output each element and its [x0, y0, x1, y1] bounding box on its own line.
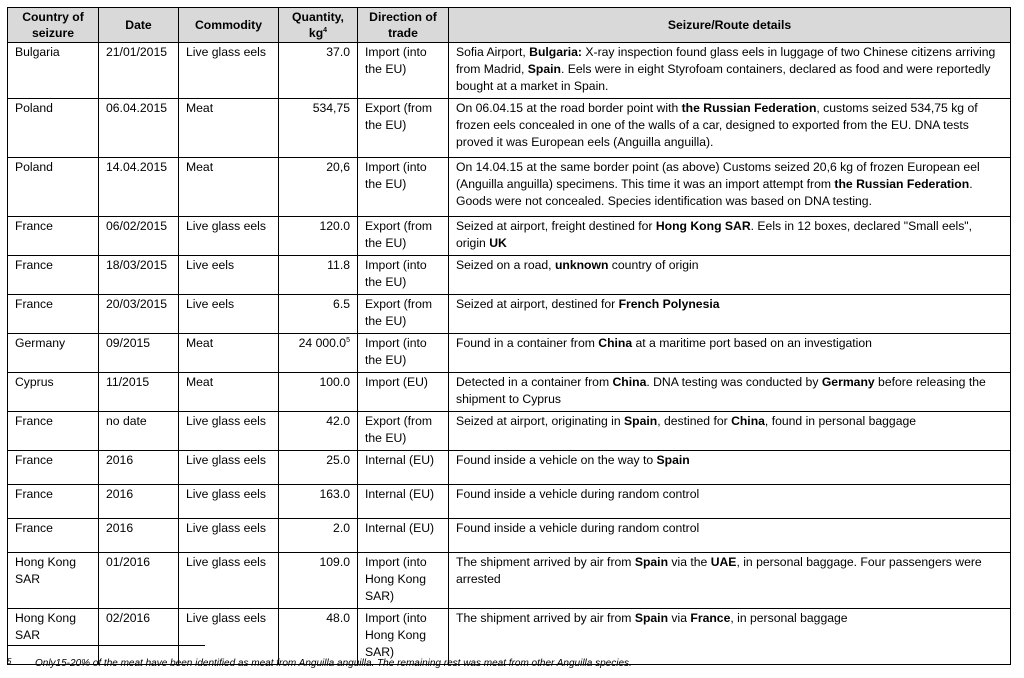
details-text: Found inside a vehicle during random control: [456, 487, 700, 501]
cell-country: France: [8, 295, 99, 334]
cell-commodity: Live glass eels: [179, 451, 279, 485]
cell-commodity: Meat: [179, 158, 279, 217]
header-date: Date: [99, 8, 179, 43]
cell-quantity: [279, 519, 358, 553]
cell-country: France: [8, 256, 99, 295]
quantity-value: 6.5: [333, 297, 350, 311]
details-text: . Goods were not concealed. Species identification was based on DNA testing.: [456, 177, 973, 208]
table-row: [8, 412, 1011, 451]
details-emphasis: UK: [489, 236, 507, 250]
cell-quantity: [279, 451, 358, 485]
cell-commodity: Live glass eels: [179, 609, 279, 665]
details-emphasis: China: [598, 336, 633, 350]
cell-commodity: Live eels: [179, 256, 279, 295]
details-text: via: [668, 611, 691, 625]
quantity-value: 109.0: [319, 555, 350, 569]
details-text: . Eels in 12 boxes, declared "Small eels", origin: [456, 219, 973, 250]
cell-direction: Export (from the EU): [358, 295, 449, 334]
quantity-value: 163.0: [319, 487, 350, 501]
cell-country: Bulgaria: [8, 43, 99, 99]
cell-details: [449, 373, 1011, 412]
footnote-marker: 5: [7, 657, 12, 666]
quantity-value: 11.8: [327, 258, 350, 272]
header-direction: Direction of trade: [358, 8, 449, 43]
cell-date: 2016: [99, 519, 179, 553]
details-emphasis: Spain: [634, 611, 669, 625]
details-emphasis: the Russian Federation: [834, 177, 970, 191]
quantity-value: 120.0: [319, 219, 350, 233]
cell-date: 21/01/2015: [99, 43, 179, 99]
details-emphasis: the Russian Federation: [681, 101, 817, 115]
cell-country: Poland: [8, 158, 99, 217]
cell-direction: Import (into Hong Kong SAR): [358, 609, 449, 665]
details-text: The shipment arrived by air from: [456, 555, 635, 569]
cell-commodity: Live glass eels: [179, 553, 279, 609]
details-text: Seized on a road,: [456, 258, 555, 272]
details-emphasis: Bulgaria:: [529, 45, 582, 59]
header-details: Seizure/Route details: [449, 8, 1011, 43]
cell-commodity: Live glass eels: [179, 43, 279, 99]
table-row: [8, 158, 1011, 217]
cell-country: France: [8, 217, 99, 256]
cell-country: Hong Kong SAR: [8, 609, 99, 665]
details-text: On 06.04.15 at the road border point with: [456, 101, 682, 115]
cell-details: [449, 99, 1011, 158]
table-row: [8, 99, 1011, 158]
cell-date: 20/03/2015: [99, 295, 179, 334]
details-text: , in personal baggage. Four passengers were arrested: [456, 555, 982, 586]
cell-direction: Import (EU): [358, 373, 449, 412]
cell-commodity: Meat: [179, 99, 279, 158]
cell-details: [449, 43, 1011, 99]
table-body: [8, 43, 1011, 665]
details-emphasis: France: [690, 611, 731, 625]
cell-country: Germany: [8, 334, 99, 373]
details-text: On 14.04.15 at the same border point (as above) Customs seized 20,6 kg of frozen European eel (Anguilla anguilla) specimens. This time it was an import attempt from: [456, 160, 980, 191]
details-text: The shipment arrived by air from: [456, 611, 635, 625]
cell-quantity: [279, 485, 358, 519]
cell-direction: Import (into the EU): [358, 334, 449, 373]
cell-date: 01/2016: [99, 553, 179, 609]
cell-details: [449, 519, 1011, 553]
details-text: , destined for: [657, 414, 732, 428]
quantity-value: 48.0: [326, 611, 350, 625]
cell-direction: Internal (EU): [358, 451, 449, 485]
quantity-footnote-ref: 5: [346, 336, 350, 344]
cell-details: [449, 158, 1011, 217]
cell-direction: Export (from the EU): [358, 217, 449, 256]
cell-country: France: [8, 412, 99, 451]
table-row: [8, 519, 1011, 553]
details-text: Seized at airport, destined for: [456, 297, 619, 311]
cell-commodity: Live glass eels: [179, 485, 279, 519]
table-row: [8, 256, 1011, 295]
cell-details: [449, 412, 1011, 451]
cell-commodity: Live glass eels: [179, 519, 279, 553]
table-row: [8, 553, 1011, 609]
cell-date: 09/2015: [99, 334, 179, 373]
cell-country: Hong Kong SAR: [8, 553, 99, 609]
cell-direction: Import (into the EU): [358, 158, 449, 217]
cell-commodity: Live glass eels: [179, 217, 279, 256]
details-emphasis: Spain: [634, 555, 669, 569]
cell-quantity: [279, 43, 358, 99]
footnote-text: Only15-20% of the meat have been identified as meat from Anguilla anguilla. The remaining rest was meat from other Anguilla species.: [35, 658, 632, 669]
details-text: . DNA testing was conducted by: [646, 375, 822, 389]
quantity-value: 534,75: [312, 101, 350, 115]
cell-date: 02/2016: [99, 609, 179, 665]
cell-quantity: [279, 412, 358, 451]
details-text: country of origin: [608, 258, 699, 272]
cell-date: 18/03/2015: [99, 256, 179, 295]
cell-commodity: Live glass eels: [179, 412, 279, 451]
cell-date: 2016: [99, 485, 179, 519]
cell-date: no date: [99, 412, 179, 451]
details-emphasis: unknown: [554, 258, 609, 272]
cell-quantity: [279, 256, 358, 295]
cell-quantity: [279, 553, 358, 609]
details-text: , found in personal baggage: [764, 414, 917, 428]
header-quantity: [279, 8, 358, 43]
header-commodity: Commodity: [179, 8, 279, 43]
details-text: at a maritime port based on an investigation: [632, 336, 872, 350]
table-row: [8, 373, 1011, 412]
cell-details: [449, 485, 1011, 519]
cell-direction: Export (from the EU): [358, 412, 449, 451]
cell-quantity: [279, 295, 358, 334]
details-text: before releasing the shipment to Cyprus: [456, 375, 986, 406]
details-emphasis: Spain: [656, 453, 690, 467]
cell-date: 2016: [99, 451, 179, 485]
details-text: , in personal baggage: [730, 611, 848, 625]
table-row: [8, 217, 1011, 256]
cell-commodity: Live eels: [179, 295, 279, 334]
details-emphasis: Spain: [527, 62, 561, 76]
cell-details: [449, 334, 1011, 373]
cell-quantity: [279, 334, 358, 373]
quantity-value: 20,6: [326, 160, 350, 174]
details-text: via the: [668, 555, 711, 569]
quantity-value: 37.0: [326, 45, 350, 59]
cell-date: 11/2015: [99, 373, 179, 412]
details-emphasis: UAE: [710, 555, 737, 569]
seizure-table: [7, 7, 1011, 665]
cell-details: [449, 256, 1011, 295]
details-text: Found inside a vehicle during random control: [456, 521, 700, 535]
details-text: . Eels were in eight Styrofoam containers, declared as food and were reportedly bought at a market in Spain.: [456, 62, 991, 93]
quantity-value: 25.0: [326, 453, 350, 467]
quantity-value: 42.0: [326, 414, 350, 428]
table-row: [8, 485, 1011, 519]
table-row: [8, 295, 1011, 334]
cell-direction: Import (into Hong Kong SAR): [358, 553, 449, 609]
cell-direction: Internal (EU): [358, 519, 449, 553]
details-emphasis: Germany: [821, 375, 875, 389]
footnote: [7, 657, 1007, 669]
cell-details: [449, 217, 1011, 256]
cell-country: France: [8, 519, 99, 553]
cell-details: [449, 295, 1011, 334]
details-emphasis: Spain: [624, 414, 658, 428]
header-country: Country of seizure: [8, 8, 99, 43]
cell-details: [449, 553, 1011, 609]
table-row: [8, 334, 1011, 373]
cell-date: 14.04.2015: [99, 158, 179, 217]
header-quantity-label: Quantity, kg: [292, 10, 344, 40]
quantity-value: 2.0: [333, 521, 350, 535]
cell-country: France: [8, 451, 99, 485]
cell-direction: Import (into the EU): [358, 43, 449, 99]
details-text: Sofia Airport,: [456, 45, 530, 59]
details-text: Seized at airport, freight destined for: [456, 219, 656, 233]
cell-direction: Export (from the EU): [358, 99, 449, 158]
cell-date: 06/02/2015: [99, 217, 179, 256]
cell-quantity: [279, 158, 358, 217]
cell-commodity: Meat: [179, 373, 279, 412]
cell-direction: Internal (EU): [358, 485, 449, 519]
table-row: [8, 43, 1011, 99]
cell-country: Poland: [8, 99, 99, 158]
cell-date: 06.04.2015: [99, 99, 179, 158]
details-emphasis: China: [612, 375, 647, 389]
cell-direction: Import (into the EU): [358, 256, 449, 295]
cell-country: Cyprus: [8, 373, 99, 412]
cell-quantity: [279, 99, 358, 158]
cell-quantity: [279, 373, 358, 412]
details-text: X-ray inspection found glass eels in luggage of two Chinese citizens arriving from Madrid,: [456, 45, 996, 76]
cell-quantity: [279, 217, 358, 256]
details-text: Found inside a vehicle on the way to: [456, 453, 657, 467]
cell-details: [449, 451, 1011, 485]
cell-commodity: Meat: [179, 334, 279, 373]
details-text: Seized at airport, originating in: [456, 414, 625, 428]
details-text: Detected in a container from: [456, 375, 613, 389]
header-row: [8, 8, 1011, 43]
cell-country: France: [8, 485, 99, 519]
details-emphasis: China: [731, 414, 765, 428]
header-quantity-footnote-ref: 4: [323, 26, 328, 34]
quantity-value: 24 000.0: [298, 336, 347, 350]
quantity-value: 100.0: [319, 375, 350, 389]
details-text: , customs seized 534,75 kg of frozen eels concealed in one of the walls of a car, designed to exported from the EU. DNA tests proved it was European eels (Anguilla anguilla).: [456, 101, 978, 149]
details-emphasis: French Polynesia: [618, 297, 720, 311]
details-emphasis: Hong Kong SAR: [655, 219, 751, 233]
details-text: Found in a container from: [456, 336, 599, 350]
footnote-separator: [7, 645, 205, 646]
table-row: [8, 451, 1011, 485]
